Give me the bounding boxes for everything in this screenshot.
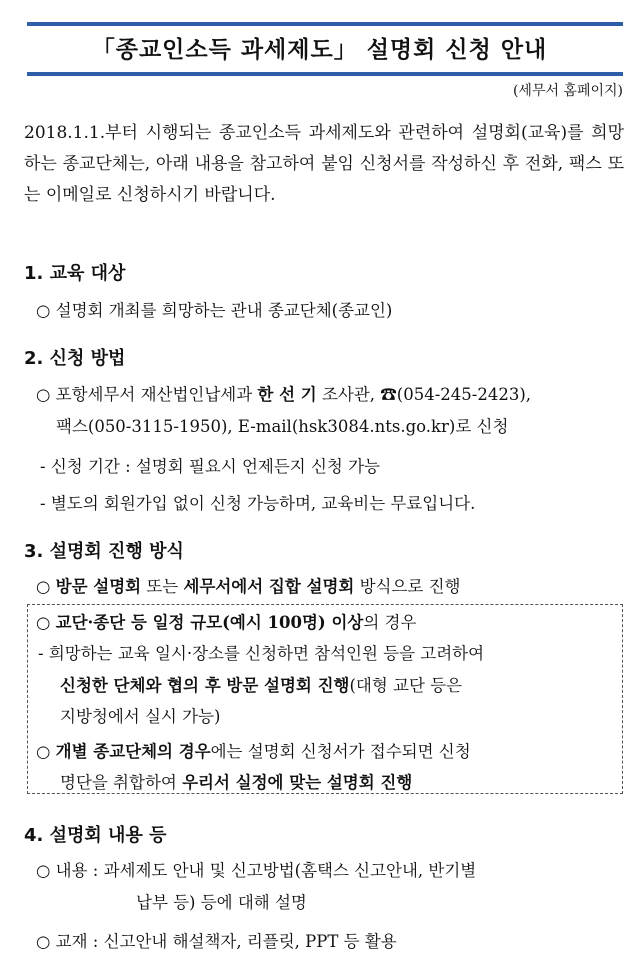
section-4-item-1-line2: 납부 등) 등에 대해 설명 (136, 893, 307, 912)
box-item-1 (36, 609, 416, 633)
source-note: (세무서 홈페이지) (512, 83, 623, 99)
consultation-text: 신청한 단체와 협의 후 방문 설명회 진행 (60, 676, 350, 695)
section-1-heading: 1. 교육 대상 (24, 263, 126, 284)
intro-paragraph: 2018.1.1.부터 시행되는 종교인소득 과세제도와 관련하여 설명회(교육)를 희망하는 종교단체는, 아래 내용을 참고하여 붙임 신청서를 작성하신 후 전화, 팩스 또는 이메일로 신청하시기 바랍니다. (24, 123, 624, 205)
group-seminar: 세무서에서 집합 설명회 (183, 577, 355, 596)
individual-case: 개별 종교단체의 경우 (55, 742, 211, 761)
section-2-dash-2: - 별도의 회원가입 없이 신청 가능하며, 교육비는 무료입니다. (40, 494, 476, 513)
individual-case-rest: 에는 설명회 신청서가 접수되면 신청 (210, 742, 471, 761)
top-rule (27, 22, 623, 26)
condition-suffix: 의 경우 (363, 613, 417, 632)
box-dash-line-3: 지방청에서 실시 가능) (60, 707, 221, 726)
aggregate-text: 명단을 취합하여 (60, 773, 183, 792)
large-scale-condition: 교단·종단 등 일정 규모(예시 100명) 이상 (55, 613, 364, 632)
section-3-heading: 3. 설명회 진행 방식 (24, 541, 184, 562)
bullet-mark: ○ (36, 577, 56, 596)
box-dash-line-2 (60, 672, 462, 696)
contact-prefix: ○ 포항세무서 재산법인납세과 (36, 385, 258, 404)
section-4-item-2: ○ 교재 : 신고안내 해설책자, 리플릿, PPT 등 활용 (36, 932, 397, 951)
box-dash-line-1: - 희망하는 교육 일시·장소를 신청하면 참석인원 등을 고려하여 (38, 644, 485, 663)
section-1-item: ○ 설명회 개최를 희망하는 관내 종교단체(종교인) (36, 301, 393, 320)
section-4-heading: 4. 설명회 내용 등 (24, 825, 167, 846)
contact-phone: 조사관, ☎(054-245-2423), (316, 385, 532, 404)
large-order-note: (대형 교단 등은 (349, 676, 463, 695)
bullet-mark: ○ (36, 742, 56, 761)
visit-seminar: 방문 설명회 (55, 577, 142, 596)
section-3-item-1 (36, 573, 461, 597)
method-suffix: 방식으로 진행 (354, 577, 461, 596)
box-item-2-line2 (60, 769, 412, 793)
contact-person: 한 선 기 (257, 385, 317, 404)
title-underline (27, 72, 623, 76)
section-2-item-1-line2: 팩스(050-3115-1950), E-mail(hsk3084.nts.go.kr)로 신청 (56, 417, 509, 436)
box-item-2 (36, 738, 471, 762)
section-4-item-1: ○ 내용 : 과세제도 안내 및 신고방법(홈택스 신고안내, 반기별 (36, 861, 477, 880)
section-2-item-1 (36, 381, 531, 405)
page-title: 「종교인소득 과세제도」 설명회 신청 안내 (91, 37, 548, 63)
local-seminar-text: 우리서 실정에 맞는 설명회 진행 (182, 773, 413, 792)
bullet-mark: ○ (36, 613, 56, 632)
section-2-dash-1: - 신청 기간 : 설명회 필요시 언제든지 신청 가능 (40, 457, 380, 476)
connector-text: 또는 (141, 577, 184, 596)
section-2-heading: 2. 신청 방법 (24, 348, 126, 369)
